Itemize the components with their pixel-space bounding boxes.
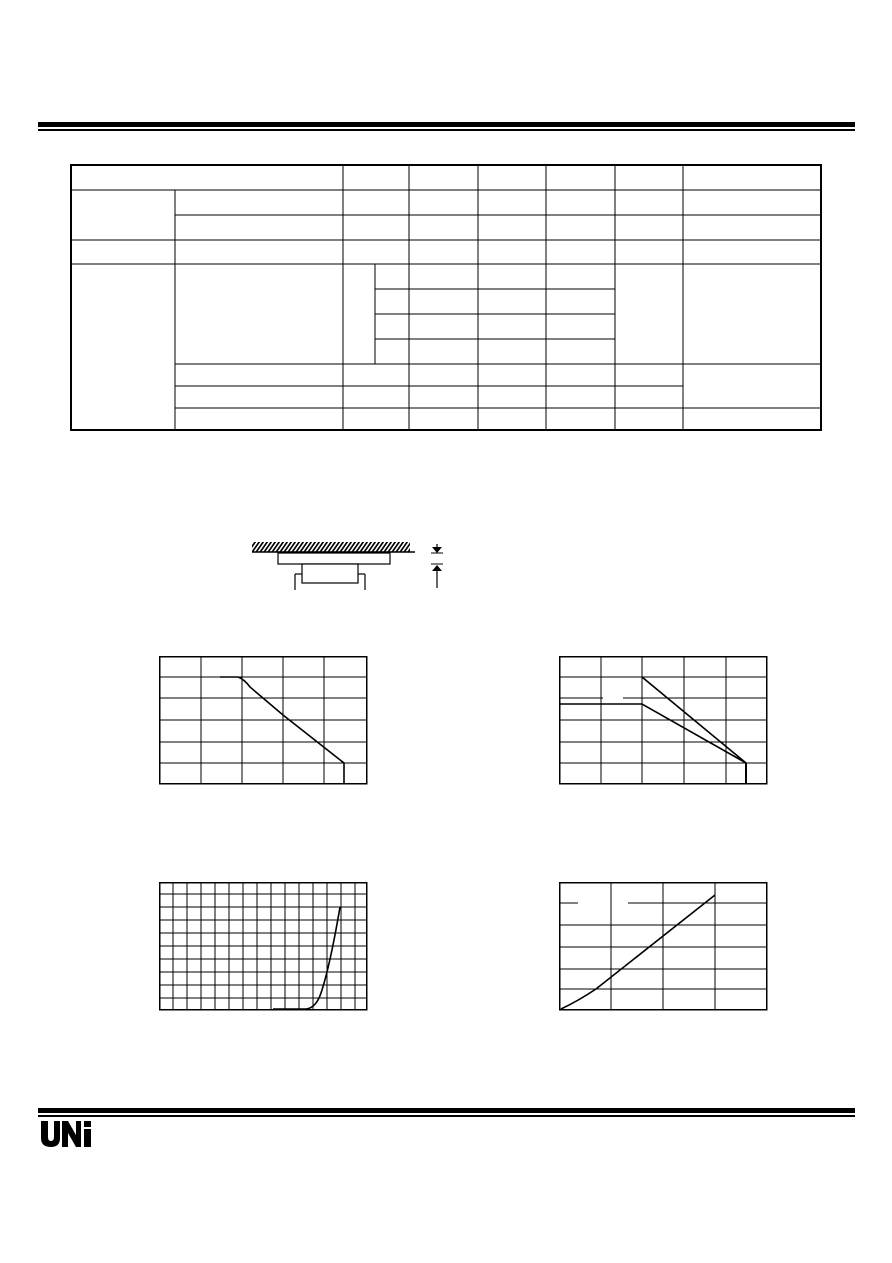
header-rule-thin: [38, 129, 855, 131]
header-rule-thick: [38, 122, 855, 127]
device-mount: [302, 564, 358, 583]
derating-curve-lower: [559, 704, 746, 763]
graph-4-rising: [558, 881, 768, 1011]
specification-table: [70, 164, 822, 431]
rising-curve: [561, 895, 715, 1009]
device-body: [278, 553, 390, 564]
derating-curve: [220, 677, 344, 784]
graph-2-dual-derating: [558, 655, 768, 785]
heat-sink-hatching: [252, 542, 410, 552]
footer-rule-thin: [38, 1115, 855, 1117]
graph-1-derating: [158, 655, 368, 785]
arrow-down-icon: [432, 547, 442, 553]
mounting-diagram: [245, 538, 455, 593]
graph-3-exponential: [158, 881, 368, 1011]
fine-grid-horizontal: [159, 894, 367, 998]
footer-rule-thick: [38, 1108, 855, 1113]
uni-logo-icon: [40, 1119, 94, 1149]
exponential-curve: [273, 907, 340, 1009]
